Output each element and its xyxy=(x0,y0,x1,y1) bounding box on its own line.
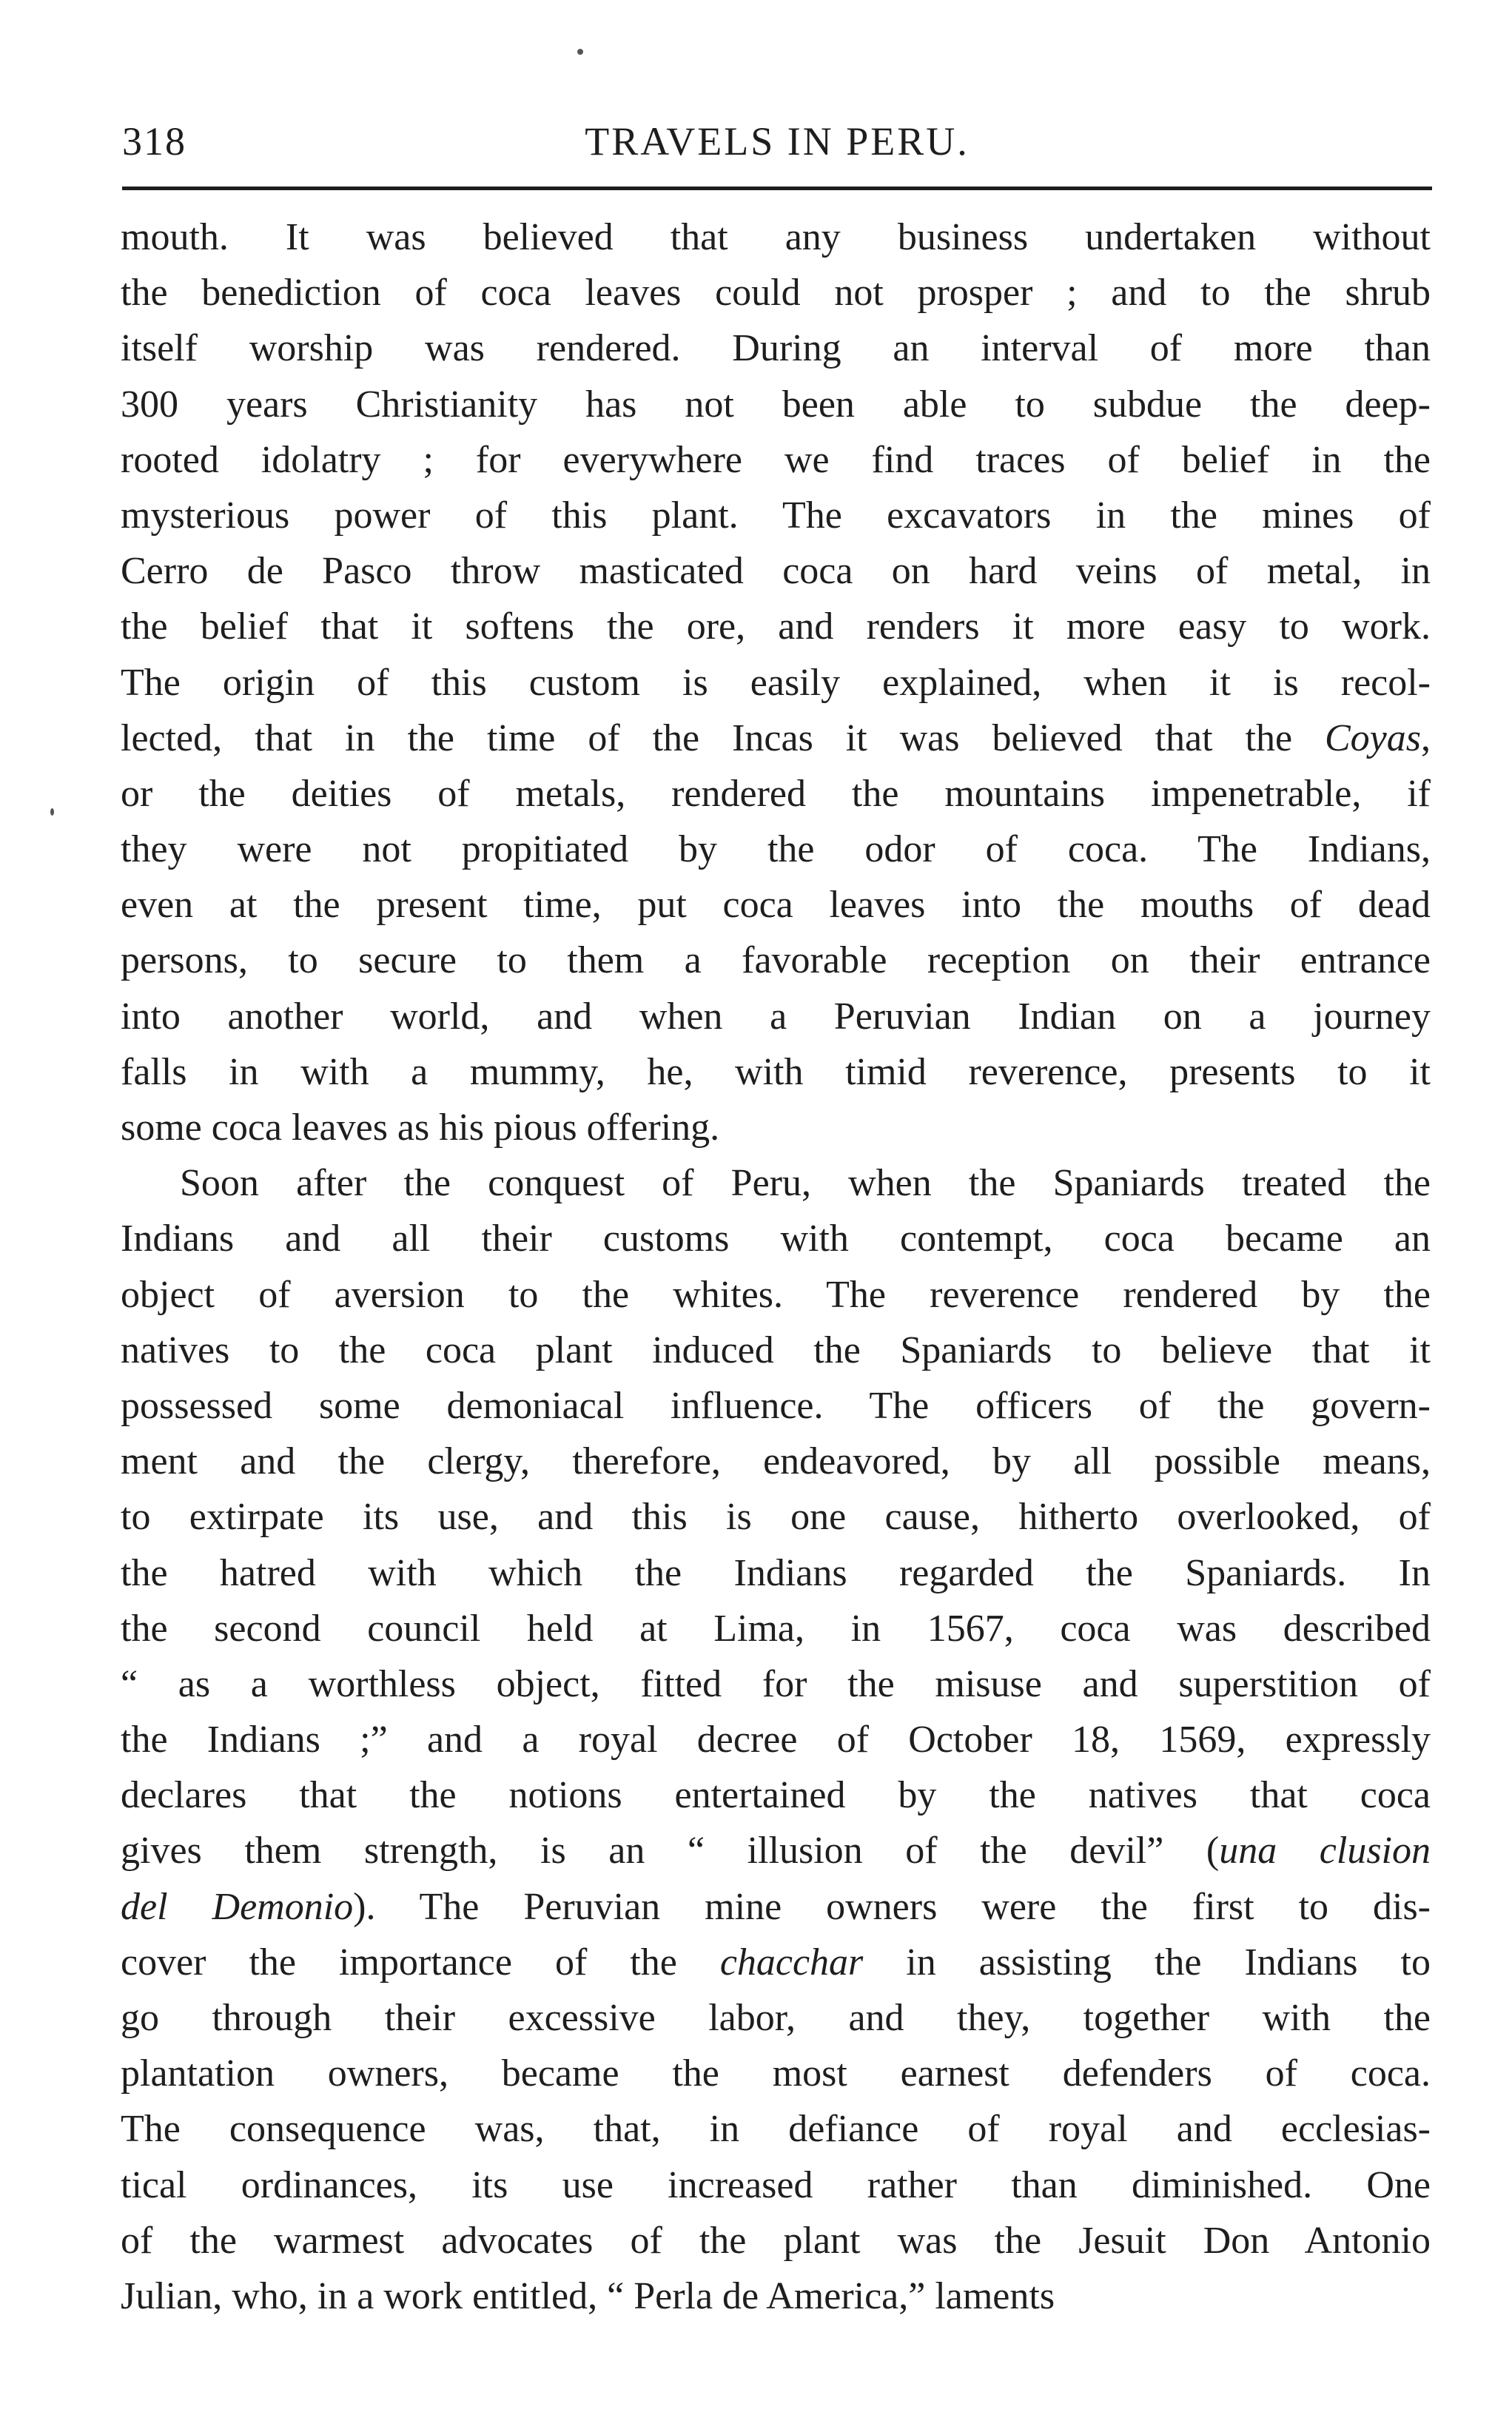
text-line: del Demonio). The Peruvian mine owners were the first to dis- xyxy=(121,1885,1431,1928)
text-line: the benediction of coca leaves could not prosper ; and to the shrub xyxy=(121,272,1431,315)
text-line: tical ordinances, its use increased rather than diminished. One xyxy=(121,2163,1431,2206)
text-line: rooted idolatry ; for everywhere we find traces of belief in the xyxy=(121,438,1431,481)
text-line: itself worship was rendered. During an interval of more than xyxy=(121,327,1431,370)
text-line: or the deities of metals, rendered the mountains impenetrable, if xyxy=(121,772,1431,815)
text-line: Julian, who, in a work entitled, “ Perla de America,” laments xyxy=(121,2274,1055,2317)
text-line: Indians and all their customs with contempt, coca became an xyxy=(121,1218,1431,1260)
text-line: natives to the coca plant induced the Spaniards to believe that it xyxy=(121,1329,1431,1371)
text-line: gives them strength, is an “ illusion of the devil” (una clusion xyxy=(121,1830,1431,1873)
text-line: Cerro de Pasco throw masticated coca on hard veins of metal, in xyxy=(121,550,1431,593)
text-line: 300 years Christianity has not been able to subdue the deep- xyxy=(121,383,1431,426)
text-line: declares that the notions entertained by the natives that coca xyxy=(121,1774,1431,1817)
text-line: even at the present time, put coca leaves into the mouths of dead xyxy=(121,884,1431,927)
text-line: “ as a worthless object, fitted for the misuse and superstition of xyxy=(121,1662,1431,1705)
text-line: ment and the clergy, therefore, endeavored, by all possible means, xyxy=(121,1440,1431,1483)
text-line: the belief that it softens the ore, and renders it more easy to work. xyxy=(121,605,1431,648)
body-text xyxy=(121,209,1431,2324)
text-line: to extirpate its use, and this is one cause, hitherto overlooked, of xyxy=(121,1496,1431,1539)
text-line: possessed some demoniacal influence. The officers of the govern- xyxy=(121,1384,1431,1427)
text-line: mysterious power of this plant. The excavators in the mines of xyxy=(121,494,1431,537)
paragraph xyxy=(121,1155,1431,2324)
text-line: object of aversion to the whites. The reverence rendered by the xyxy=(121,1273,1431,1316)
text-line: into another world, and when a Peruvian Indian on a journey xyxy=(121,995,1431,1038)
text-line: go through their excessive labor, and they, together with the xyxy=(121,1997,1431,2039)
running-title: TRAVELS IN PERU. xyxy=(585,119,970,164)
text-line: Soon after the conquest of Peru, when the Spaniards treated the xyxy=(180,1162,1431,1205)
ink-speck xyxy=(50,808,54,816)
text-line: The consequence was, that, in defiance of royal and ecclesias- xyxy=(121,2108,1431,2151)
text-line: they were not propitiated by the odor of coca. The Indians, xyxy=(121,828,1431,871)
paragraph xyxy=(121,209,1431,1155)
text-line: lected, that in the time of the Incas it was believed that the Coyas, xyxy=(121,716,1431,759)
text-line: some coca leaves as his pious offering. xyxy=(121,1106,720,1149)
ink-speck xyxy=(577,49,583,55)
text-line: the hatred with which the Indians regarded the Spaniards. In xyxy=(121,1551,1431,1594)
text-line: plantation owners, became the most earnest defenders of coca. xyxy=(121,2052,1431,2095)
text-line: the Indians ;” and a royal decree of October 18, 1569, expressly xyxy=(121,1719,1431,1761)
text-line: of the warmest advocates of the plant was the Jesuit Don Antonio xyxy=(121,2219,1431,2262)
text-line: falls in with a mummy, he, with timid reverence, presents to it xyxy=(121,1050,1431,1093)
header-rule xyxy=(122,187,1432,190)
text-line: mouth. It was believed that any business undertaken without xyxy=(121,216,1431,258)
text-line: persons, to secure to them a favorable reception on their entrance xyxy=(121,939,1431,982)
text-line: cover the importance of the chacchar in assisting the Indians to xyxy=(121,1941,1431,1984)
text-line: the second council held at Lima, in 1567, coca was described xyxy=(121,1607,1431,1650)
page-number: 318 xyxy=(122,119,187,164)
text-line: The origin of this custom is easily explained, when it is recol- xyxy=(121,661,1431,704)
